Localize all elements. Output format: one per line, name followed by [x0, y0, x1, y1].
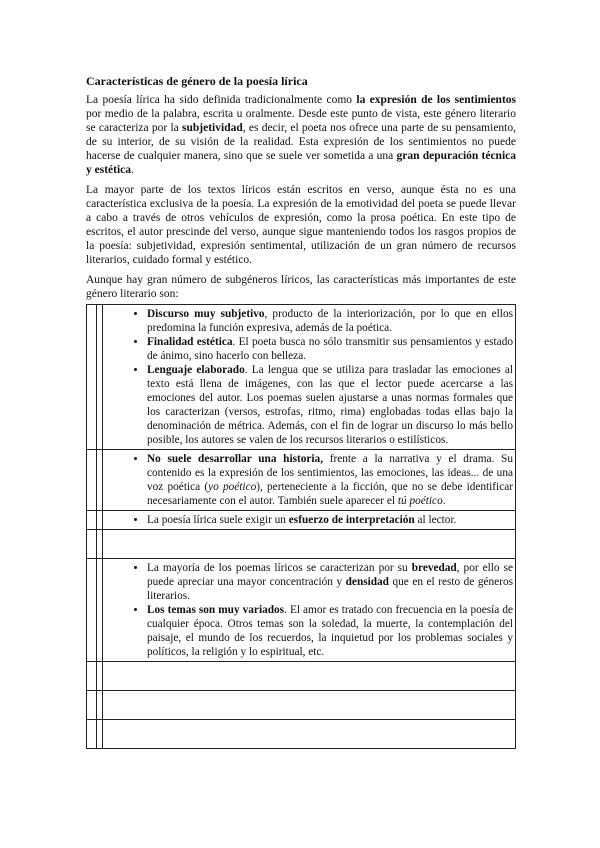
table-row [87, 720, 516, 749]
text: . El poeta busca no sólo transmitir sus pensamientos y estado de ánimo, sino hacerlo con belleza. [147, 336, 513, 362]
text: . La lengua que se utiliza para trasladar las emociones al texto está llena de imágenes, con las que el lector puede acercarse a las emociones del autor. Los poemas suelen ajustarse a unas normas formales que los caracterizan (versos, estrofas, ritmo, rima) englobadas todas ellas bajo la denominación de métrica. Además, con el fin de lograr un discurso lo más bello posible, los autores se valen de los recursos literarios o estilísticos. [147, 364, 513, 446]
table-cell [87, 662, 97, 691]
intro-paragraph-2: La mayor parte de los textos líricos están escritos en verso, aunque ésta no es una característica exclusiva de la poesía. La expresión de la emotividad del poeta se puede llevar a cabo a través de otros vehículos de expresión, como la prosa poética. En este tipo de escritos, el autor prescinde del verso, aunque sigue manteniendo todos los rasgos propios de la poesía: subjetividad, expresión sentimental, utilización de un gran número de recursos literarios, cuidado formal y estético. [86, 184, 516, 266]
text: frente a la narrativa y el drama. Su contenido es la expresión de los sentimientos, las emociones, las ideas... de una voz poética ( [147, 453, 513, 493]
bold-text: subjetividad [182, 122, 243, 134]
text: . [442, 495, 446, 507]
text: La poesía lírica ha sido definida tradicionalmente como [86, 94, 357, 106]
table-cell [87, 511, 97, 530]
bold-text: densidad [345, 576, 389, 588]
table-row [87, 511, 516, 530]
table-cell [87, 691, 97, 720]
bullet-list [103, 561, 513, 659]
text: , es decir, el poeta nos ofrece una parte de su pensamiento, de su interior, de su visión de la realidad. Esta expresión de los sentimientos no puede hacerse de cualquier manera, sino que se suele ver sometida a una [86, 122, 516, 162]
table-row [87, 305, 516, 450]
table-row [87, 530, 516, 559]
table-cell [103, 691, 516, 720]
table-cell [103, 450, 516, 511]
table-row [87, 691, 516, 720]
table-cell [87, 450, 97, 511]
table-row [87, 450, 516, 511]
italic-text: yo poético [208, 481, 257, 493]
bold-text: Lenguaje elaborado [147, 364, 245, 376]
table-cell [87, 720, 97, 749]
text: por medio de la palabra, escrita u oralmente. Desde este punto de vista, este género literario se caracteriza por la [86, 108, 516, 134]
table-row [87, 559, 516, 662]
text: , producto de la interiorización, por lo que en ellos predomina la función expresiva, además de la poética. [147, 308, 513, 334]
italic-text: tú poético [397, 495, 443, 507]
table-cell [103, 511, 516, 530]
text: que en el resto de géneros literarios. [147, 576, 513, 602]
list-item [147, 307, 513, 335]
table-cell [87, 305, 97, 450]
list-item [147, 335, 513, 363]
table-row [87, 662, 516, 691]
document-page [86, 74, 516, 749]
list-item [147, 561, 513, 603]
bold-text: esfuerzo de interpretación [288, 514, 415, 526]
bullet-list [103, 452, 513, 508]
list-item [147, 603, 513, 659]
bold-text: Los temas son muy variados [147, 604, 285, 616]
bold-text: la expresión de los sentimientos [356, 94, 516, 106]
bullet-list [103, 307, 513, 447]
table-cell [103, 662, 516, 691]
text: ), perteneciente a la ficción, que no se debe identificar necesariamente con el autor. También suele aparecer el [147, 481, 513, 507]
table-cell [103, 305, 516, 450]
table-cell [103, 720, 516, 749]
text: La mayoría de los poemas líricos se caracterizan por su [147, 562, 412, 574]
text: al lector. [414, 514, 457, 526]
text: . [131, 164, 134, 176]
bold-text: Discurso muy subjetivo [147, 308, 265, 320]
list-item [147, 363, 513, 447]
intro-paragraph-1 [86, 93, 516, 177]
table-cell [103, 559, 516, 662]
table-cell [103, 530, 516, 559]
table-cell [87, 530, 97, 559]
text: La poesía lírica suele exigir un [147, 514, 289, 526]
list-item [147, 513, 513, 527]
bold-text: Finalidad estética [147, 336, 233, 348]
bold-text: No suele desarrollar una historia, [147, 453, 324, 465]
text: , por ello se puede apreciar una mayor concentración y [147, 562, 513, 588]
bold-text: brevedad [411, 562, 457, 574]
characteristics-table [86, 304, 516, 749]
list-item [147, 452, 513, 508]
table-cell [87, 559, 97, 662]
text: . El amor es tratado con frecuencia en la poesía de cualquier época. Otros temas son la soledad, la muerte, la contemplación del paisaje, el mundo de los recuerdos, la inquietud por los problemas sociales y políticos, la religión y lo espiritual, etc. [147, 604, 514, 658]
bold-text: gran depuración técnica y estética [86, 150, 517, 176]
bullet-list [103, 513, 513, 527]
page-title: Características de género de la poesía lírica [86, 74, 308, 88]
intro-paragraph-3: Aunque hay gran número de subgéneros líricos, las características más importantes de este género literario son: [86, 274, 516, 300]
